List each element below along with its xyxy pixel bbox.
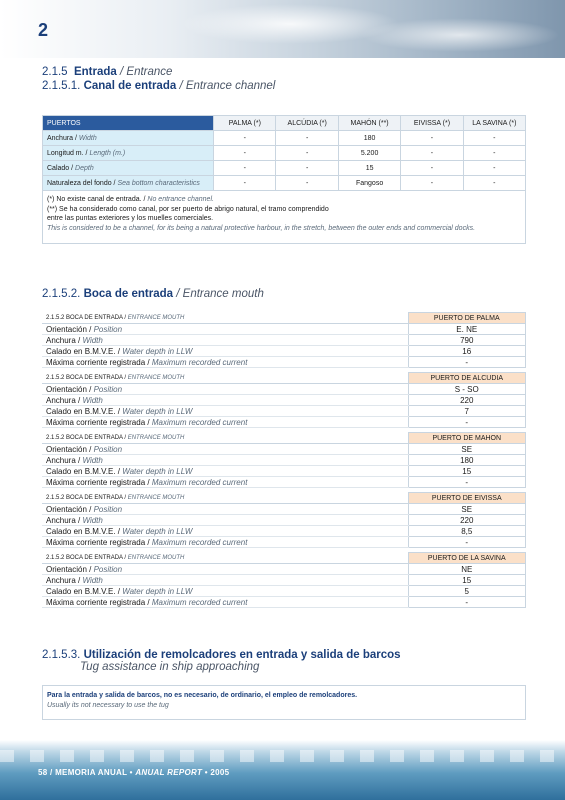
cell: 180 — [408, 455, 526, 466]
tug-assistance-note — [42, 685, 526, 720]
mouth-group-header — [42, 373, 526, 384]
table-row — [42, 406, 526, 417]
cell: - — [463, 176, 525, 191]
row-label: Anchura / Width — [43, 131, 214, 146]
chapter-number: 2 — [38, 20, 49, 40]
table-row — [42, 477, 526, 488]
cell: 220 — [408, 515, 526, 526]
cell: - — [214, 161, 276, 176]
row-label: Máxima corriente registrada / Maximum recorded current — [42, 417, 408, 428]
cell: 5 — [408, 586, 526, 597]
cell: NE — [408, 564, 526, 575]
row-label: Máxima corriente registrada / Maximum recorded current — [42, 357, 408, 368]
column-header: MAHÓN (**) — [338, 116, 400, 131]
group-label: 2.1.5.2 BOCA DE ENTRADA / ENTRANCE MOUTH — [42, 553, 408, 564]
cell: - — [214, 131, 276, 146]
cell: - — [401, 176, 463, 191]
channel-notes — [42, 189, 526, 244]
group-label: 2.1.5.2 BOCA DE ENTRADA / ENTRANCE MOUTH — [42, 373, 408, 384]
table-row — [42, 455, 526, 466]
row-label: Calado / Depth — [43, 161, 214, 176]
table-row — [42, 384, 526, 395]
table-row — [42, 586, 526, 597]
cell: - — [276, 176, 338, 191]
mouth-group-header — [42, 313, 526, 324]
port-name: PUERTO DE EIVISSA — [408, 493, 526, 504]
page-number: 58 — [38, 768, 48, 777]
cell: - — [463, 131, 525, 146]
section-2-1-5-3-subtitle: Tug assistance in ship approaching — [80, 661, 260, 673]
column-header: PALMA (*) — [214, 116, 276, 131]
row-label: Calado en B.M.V.E. / Water depth in LLW — [42, 346, 408, 357]
cell: - — [463, 146, 525, 161]
cell: 220 — [408, 395, 526, 406]
table-row — [42, 526, 526, 537]
row-label: Longitud m. / Length (m.) — [43, 146, 214, 161]
row-label: Orientación / Position — [42, 384, 408, 395]
table-row — [42, 417, 526, 428]
row-label: Calado en B.M.V.E. / Water depth in LLW — [42, 406, 408, 417]
table-row — [42, 324, 526, 335]
cell: - — [214, 176, 276, 191]
column-header: EIVISSA (*) — [401, 116, 463, 131]
table-row — [42, 346, 526, 357]
port-name: PUERTO DE ALCUDIA — [408, 373, 526, 384]
table-row — [43, 131, 526, 146]
row-label: Anchura / Width — [42, 395, 408, 406]
section-2-1-5-3-title: 2.1.5.3. Utilización de remolcadores en entrada y salida de barcos — [42, 649, 401, 661]
row-label: Calado en B.M.V.E. / Water depth in LLW — [42, 586, 408, 597]
note-line: This is considered to be a channel, for its being a natural protective harbour, in the stretch, between the outer ends and commercial docks. — [47, 224, 476, 232]
note-line: (*) No existe canal de entrada. / No entrance channel. — [47, 196, 214, 203]
cell: - — [408, 477, 526, 488]
mouth-group-header — [42, 553, 526, 564]
row-label: Anchura / Width — [42, 455, 408, 466]
column-header-ports: PUERTOS — [43, 116, 214, 131]
cell: 790 — [408, 335, 526, 346]
table-row — [43, 161, 526, 176]
table-row — [42, 564, 526, 575]
row-label: Máxima corriente registrada / Maximum recorded current — [42, 477, 408, 488]
section-2-1-5-1-title: 2.1.5.1. Canal de entrada / Entrance channel — [42, 80, 276, 92]
table-row — [42, 357, 526, 368]
cell: - — [463, 161, 525, 176]
note-line: (**) Se ha considerado como canal, por ser puerto de abrigo natural, el tramo comprendido — [47, 205, 329, 213]
row-label: Anchura / Width — [42, 575, 408, 586]
table-row — [42, 444, 526, 455]
group-label: 2.1.5.2 BOCA DE ENTRADA / ENTRANCE MOUTH — [42, 313, 408, 324]
table-row — [42, 537, 526, 548]
group-label: 2.1.5.2 BOCA DE ENTRADA / ENTRANCE MOUTH — [42, 493, 408, 504]
table-header-row — [43, 116, 526, 131]
row-label: Calado en B.M.V.E. / Water depth in LLW — [42, 526, 408, 537]
row-label: Orientación / Position — [42, 324, 408, 335]
row-label: Orientación / Position — [42, 444, 408, 455]
row-label: Anchura / Width — [42, 515, 408, 526]
report-label-en: ANUAL REPORT — [135, 768, 203, 777]
cell: - — [214, 146, 276, 161]
entrance-channel-table — [42, 115, 526, 191]
row-label: Naturaleza del fondo / Sea bottom characteristics — [43, 176, 214, 191]
cell: S - SO — [408, 384, 526, 395]
table-row — [43, 146, 526, 161]
cell: - — [401, 146, 463, 161]
cell: - — [408, 537, 526, 548]
note-line: entre las puntas exteriores y los muelles comerciales. — [47, 215, 214, 222]
cell: SE — [408, 444, 526, 455]
table-row — [42, 335, 526, 346]
column-header: LA SAVINA (*) — [463, 116, 525, 131]
page-footer: 58 / MEMORIA ANUAL • ANUAL REPORT • 2005 — [38, 768, 230, 777]
table-row — [42, 395, 526, 406]
header-sky-photo — [0, 0, 565, 58]
cell: E. NE — [408, 324, 526, 335]
tug-note-es: Para la entrada y salida de barcos, no es necesario, de ordinario, el empleo de remolcadores. — [47, 692, 358, 699]
mouth-group-header — [42, 493, 526, 504]
cell: SE — [408, 504, 526, 515]
port-name: PUERTO DE MAHON — [408, 433, 526, 444]
cell: 8,5 — [408, 526, 526, 537]
section-2-1-5-2-title: 2.1.5.2. Boca de entrada / Entrance mouth — [42, 288, 264, 300]
cell: 7 — [408, 406, 526, 417]
section-2-1-5-title: 2.1.5 Entrada / Entrance — [42, 66, 173, 78]
row-label: Orientación / Position — [42, 504, 408, 515]
row-label: Calado en B.M.V.E. / Water depth in LLW — [42, 466, 408, 477]
cell: 15 — [408, 575, 526, 586]
column-header: ALCÚDIA (*) — [276, 116, 338, 131]
port-name: PUERTO DE PALMA — [408, 313, 526, 324]
report-label-es: MEMORIA ANUAL — [55, 768, 128, 777]
cloud-shape — [360, 18, 560, 52]
group-label: 2.1.5.2 BOCA DE ENTRADA / ENTRANCE MOUTH — [42, 433, 408, 444]
table-row — [42, 575, 526, 586]
table-row — [42, 504, 526, 515]
row-label: Orientación / Position — [42, 564, 408, 575]
cell: - — [408, 597, 526, 608]
tug-note-en: Usually its not necessary to use the tug — [47, 702, 169, 709]
cell: - — [401, 131, 463, 146]
report-year: 2005 — [210, 768, 230, 777]
cell: - — [276, 146, 338, 161]
table-row — [42, 466, 526, 477]
table-row — [42, 597, 526, 608]
cell: Fangoso — [338, 176, 400, 191]
mouth-group-header — [42, 433, 526, 444]
row-label: Máxima corriente registrada / Maximum recorded current — [42, 537, 408, 548]
cell: - — [408, 357, 526, 368]
row-label: Anchura / Width — [42, 335, 408, 346]
cell: 15 — [408, 466, 526, 477]
table-row — [42, 515, 526, 526]
port-name: PUERTO DE LA SAVINA — [408, 553, 526, 564]
cell: 15 — [338, 161, 400, 176]
wave-foam — [0, 750, 565, 762]
row-label: Máxima corriente registrada / Maximum recorded current — [42, 597, 408, 608]
cell: - — [408, 417, 526, 428]
entrance-mouth-table — [42, 312, 526, 608]
cell: - — [276, 131, 338, 146]
cell: 180 — [338, 131, 400, 146]
cell: 5.200 — [338, 146, 400, 161]
cell: - — [276, 161, 338, 176]
cell: 16 — [408, 346, 526, 357]
cell: - — [401, 161, 463, 176]
